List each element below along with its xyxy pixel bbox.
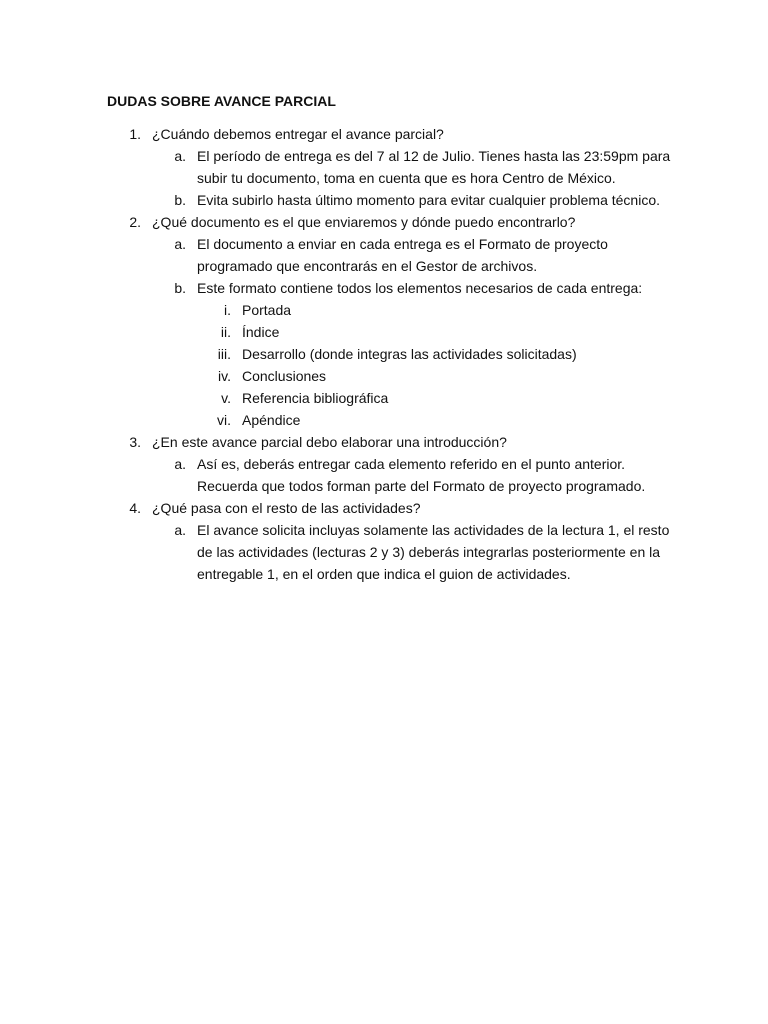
question-text: ¿En este avance parcial debo elaborar una introducción?: [152, 434, 507, 450]
answer-item: [152, 519, 687, 585]
format-element-text: Desarrollo (donde integras las actividades solicitadas): [242, 346, 577, 362]
roman-numeral: v.: [221, 390, 231, 406]
document-title: DUDAS SOBRE AVANCE PARCIAL: [107, 93, 336, 109]
question-number: 3.: [129, 434, 141, 450]
answer-item: [152, 233, 687, 277]
answer-text: Este formato contiene todos los elementos necesarios de cada entrega:: [197, 280, 643, 296]
answer-text: El avance solicita incluyas solamente las actividades de la lectura 1, el resto de las actividades (lecturas 2 y 3) deberás integrarlas posteriormente en la entregable 1, en el orden que indica el guion de actividades.: [197, 522, 670, 582]
question-text: ¿Qué pasa con el resto de las actividades?: [152, 500, 421, 516]
format-element-text: Portada: [242, 302, 292, 318]
format-element-item: [197, 409, 687, 431]
question-text: ¿Qué documento es el que enviaremos y dónde puedo encontrarlo?: [152, 214, 576, 230]
answer-letter: a.: [174, 456, 186, 472]
format-element-item: [197, 321, 687, 343]
answer-item: [152, 277, 687, 431]
roman-numeral: iv.: [218, 368, 231, 384]
format-element-item: [197, 387, 687, 409]
answer-letter: b.: [174, 192, 186, 208]
roman-numeral: i.: [224, 302, 231, 318]
answer-item: [152, 453, 687, 497]
question-number: 4.: [129, 500, 141, 516]
answer-text: El documento a enviar en cada entrega es el Formato de proyecto programado que encontrarás en el Gestor de archivos.: [197, 236, 608, 274]
format-element-text: Apéndice: [242, 412, 301, 428]
answer-text: Evita subirlo hasta último momento para evitar cualquier problema técnico.: [197, 192, 661, 208]
roman-numeral: vi.: [217, 412, 231, 428]
faq-list: [107, 123, 687, 585]
answer-item: [152, 189, 687, 211]
question-text: ¿Cuándo debemos entregar el avance parcial?: [152, 126, 444, 142]
answer-letter: b.: [174, 280, 186, 296]
question-item: [107, 497, 687, 585]
roman-numeral: ii.: [220, 324, 231, 340]
format-element-item: [197, 299, 687, 321]
format-element-text: Referencia bibliográfica: [242, 390, 389, 406]
answer-text: El período de entrega es del 7 al 12 de Julio. Tienes hasta las 23:59pm para subir tu documento, toma en cuenta que es hora Centro de México.: [197, 148, 671, 186]
question-number: 2.: [129, 214, 141, 230]
format-element-item: [197, 343, 687, 365]
format-element-text: Conclusiones: [242, 368, 327, 384]
roman-numeral: iii.: [217, 346, 231, 362]
format-element-item: [197, 365, 687, 387]
answer-letter: a.: [174, 236, 186, 252]
question-item: [107, 211, 687, 431]
answer-item: [152, 145, 687, 189]
question-number: 1.: [129, 126, 141, 142]
answer-text: Así es, deberás entregar cada elemento referido en el punto anterior. Recuerda que todos forman parte del Formato de proyecto programado.: [197, 456, 646, 494]
answer-letter: a.: [174, 522, 186, 538]
format-element-text: Índice: [242, 324, 280, 340]
answer-letter: a.: [174, 148, 186, 164]
question-item: [107, 431, 687, 497]
question-item: [107, 123, 687, 211]
